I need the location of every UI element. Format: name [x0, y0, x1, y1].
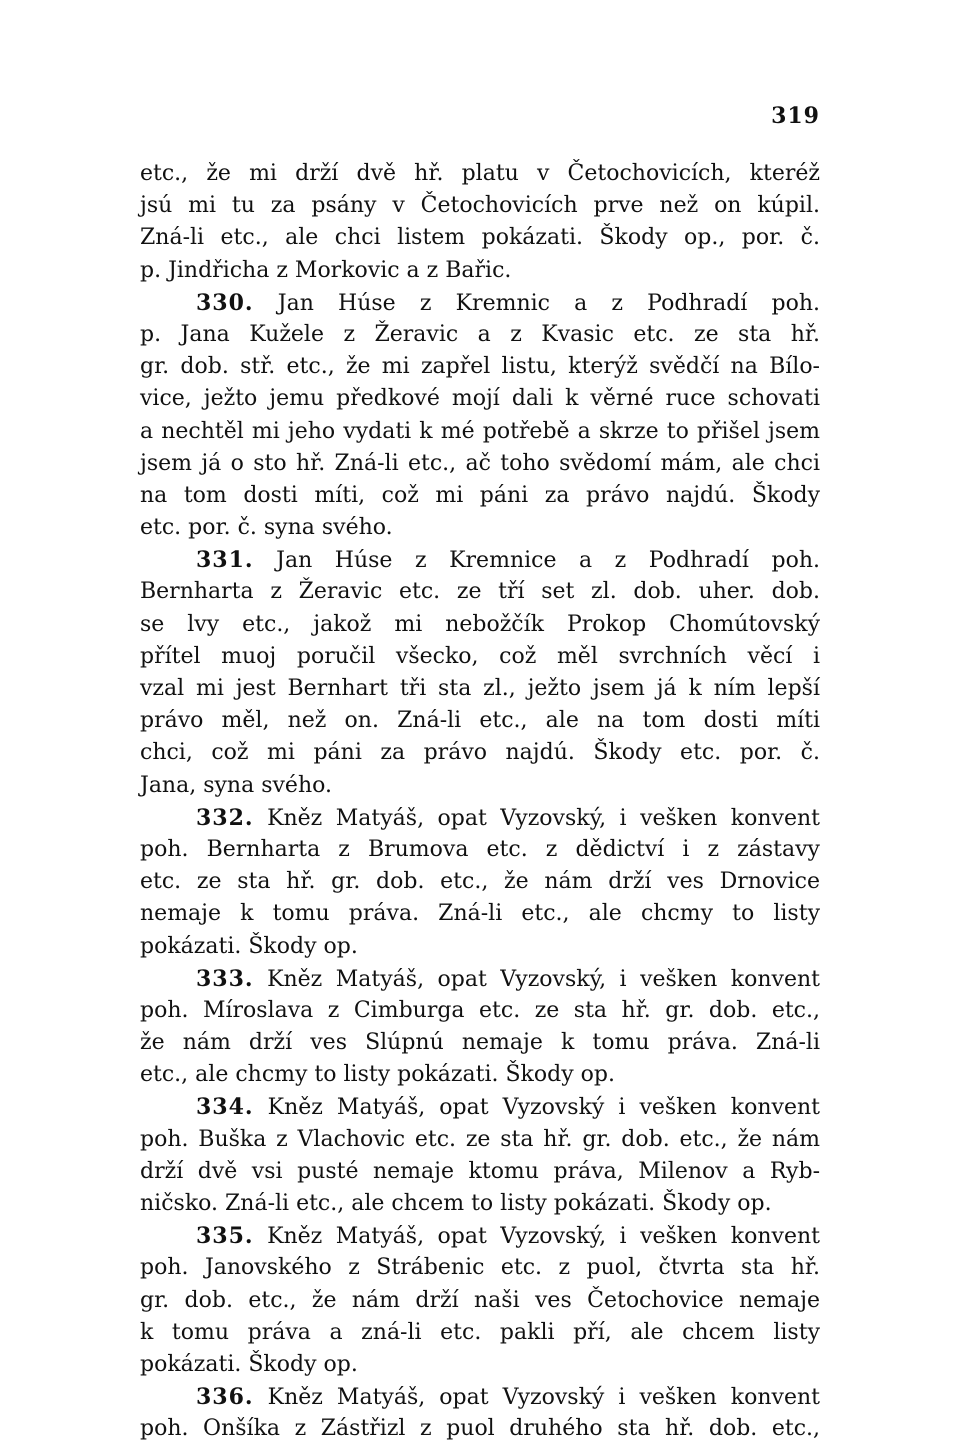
text-line [140, 512, 820, 544]
line-text: poh. Bernharta z Brumova etc. z dědictví i z zástavy [140, 836, 820, 862]
text-line [140, 609, 820, 641]
line-text: poh. Onšíka z Zástřizl z puol druhého sta hř. dob. etc., [140, 1416, 820, 1442]
text-line [140, 1252, 820, 1284]
entry-number: 332. [196, 804, 254, 831]
line-text: etc. por. č. syna svého. [140, 515, 393, 541]
text-line [140, 1188, 820, 1220]
text-line [140, 770, 820, 802]
text-line [140, 641, 820, 673]
entry-first-line [140, 1381, 820, 1413]
entry-number: 335. [196, 1223, 254, 1250]
line-text: se lvy etc., jakož mi nebožčík Prokop Chomútovský [140, 611, 820, 637]
text-line [140, 222, 820, 254]
entry-first-line [140, 1091, 820, 1123]
entry-first-line [140, 802, 820, 834]
text-line [140, 1285, 820, 1317]
text-line [140, 673, 820, 705]
text-line [140, 416, 820, 448]
text-line [140, 576, 820, 608]
entry-number: 330. [196, 289, 254, 316]
text-line [140, 319, 820, 351]
text-line [140, 1124, 820, 1156]
line-text: drží dvě vsi pusté nemaje ktomu práva, Milenov a Ryb- [140, 1158, 820, 1184]
line-text: Kněz Matyáš, opat Vyzovský i vešken konvent [267, 1095, 820, 1121]
line-text: jsú mi tu za psány v Četochovicích prve než on kúpil. [140, 193, 820, 219]
text-line [140, 1027, 820, 1059]
line-text: Jan Húse z Kremnice a z Podhradí poh. [276, 548, 820, 574]
text-line [140, 480, 820, 512]
text-line [140, 190, 820, 222]
entry-first-line [140, 287, 820, 319]
line-text: vice, ježto jemu předkové mojí dali k věrné ruce schovati [140, 386, 820, 412]
line-text: jsem já o sto hř. Zná-li etc., ač toho svědomí mám, ale chci [140, 450, 820, 476]
line-text: vzal mi jest Bernhart tři sta zl., ježto jsem já k ním lepší [140, 676, 820, 701]
line-text: a nechtěl mi jeho vydati k mé potřebě a skrze to přišel jsem [140, 418, 820, 444]
text-line [140, 1349, 820, 1381]
text-line [140, 898, 820, 930]
entry-first-line [140, 1220, 820, 1252]
line-text: poh. Buška z Vlachovic etc. ze sta hř. gr. dob. etc., že nám [140, 1126, 820, 1152]
line-text: ničsko. Zná-li etc., ale chcem to listy pokázati. Škody op. [140, 1191, 772, 1216]
line-text: Kněz Matyáš, opat Vyzovský, i vešken konvent [267, 966, 820, 992]
text-line [140, 705, 820, 737]
text-line [140, 1059, 820, 1091]
line-text: na tom dosti míti, což mi páni za právo najdú. Škody [140, 482, 820, 508]
body-text [140, 158, 820, 1446]
text-line [140, 834, 820, 866]
line-text: Kněz Matyáš, opat Vyzovský, i vešken konvent [267, 1224, 820, 1250]
line-text: pokázati. Škody op. [140, 933, 358, 959]
line-text: Jan Húse z Kremnic a z Podhradí poh. [277, 290, 820, 316]
line-text: Bernharta z Žeravic etc. ze tří set zl. dob. uher. dob. [140, 579, 820, 605]
line-text: Zná-li etc., ale chci listem pokázati. Škody op., por. č. [140, 225, 820, 251]
entry-first-line [140, 963, 820, 995]
entry-number: 331. [196, 547, 254, 574]
entry-number: 334. [196, 1094, 254, 1121]
line-text: poh. Míroslava z Cimburga etc. ze sta hř. gr. dob. etc., [140, 997, 820, 1023]
entry-number: 333. [196, 965, 254, 992]
entry-number: 336. [196, 1384, 254, 1411]
text-line [140, 737, 820, 769]
line-text: etc. ze sta hř. gr. dob. etc., že nám drží ves Drnovice [140, 869, 820, 895]
text-line [140, 255, 820, 287]
text-line [140, 931, 820, 963]
line-text: p. Jindřicha z Morkovic a z Bařic. [140, 257, 512, 283]
text-line [140, 351, 820, 383]
line-text: Jana, syna svého. [140, 772, 332, 798]
line-text: pokázati. Škody op. [140, 1351, 358, 1377]
text-line [140, 158, 820, 190]
line-text: gr. dob. stř. etc., že mi zapřel listu, kterýž svědčí na Bílo- [140, 354, 820, 380]
text-line [140, 1317, 820, 1349]
text-line [140, 1413, 820, 1445]
text-line [140, 995, 820, 1027]
text-line [140, 448, 820, 480]
line-text: že nám drží ves Slúpnú nemaje k tomu práva. Zná-li [140, 1030, 820, 1056]
page-number: 319 [771, 103, 820, 129]
line-text: Kněz Matyáš, opat Vyzovský, i vešken konvent [267, 805, 820, 831]
line-text: p. Jana Kužele z Žeravic a z Kvasic etc. ze sta hř. [140, 321, 820, 347]
text-line [140, 383, 820, 415]
line-text: právo měl, než on. Zná-li etc., ale na tom dosti míti [140, 708, 820, 734]
line-text: etc., že mi drží dvě hř. platu v Četochovicích, kteréž [140, 161, 820, 186]
text-line [140, 866, 820, 898]
line-text: přítel muoj poručil všecko, což měl svrchních věcí i [140, 643, 820, 669]
line-text: chci, což mi páni za právo najdú. Škody etc. por. č. [140, 740, 820, 766]
line-text: gr. dob. etc., že nám drží naši ves Četochovice nemaje [140, 1287, 820, 1313]
line-text: nemaje k tomu práva. Zná-li etc., ale chcmy to listy [140, 901, 820, 927]
text-line [140, 1156, 820, 1188]
line-text: poh. Janovského z Strábenic etc. z puol, čtvrta sta hř. [140, 1255, 820, 1281]
line-text: etc., ale chcmy to listy pokázati. Škody op. [140, 1062, 615, 1088]
entry-first-line [140, 544, 820, 576]
line-text: k tomu práva a zná-li etc. pakli pří, ale chcem listy [140, 1319, 820, 1345]
line-text: Kněz Matyáš, opat Vyzovský i vešken konvent [267, 1385, 820, 1411]
